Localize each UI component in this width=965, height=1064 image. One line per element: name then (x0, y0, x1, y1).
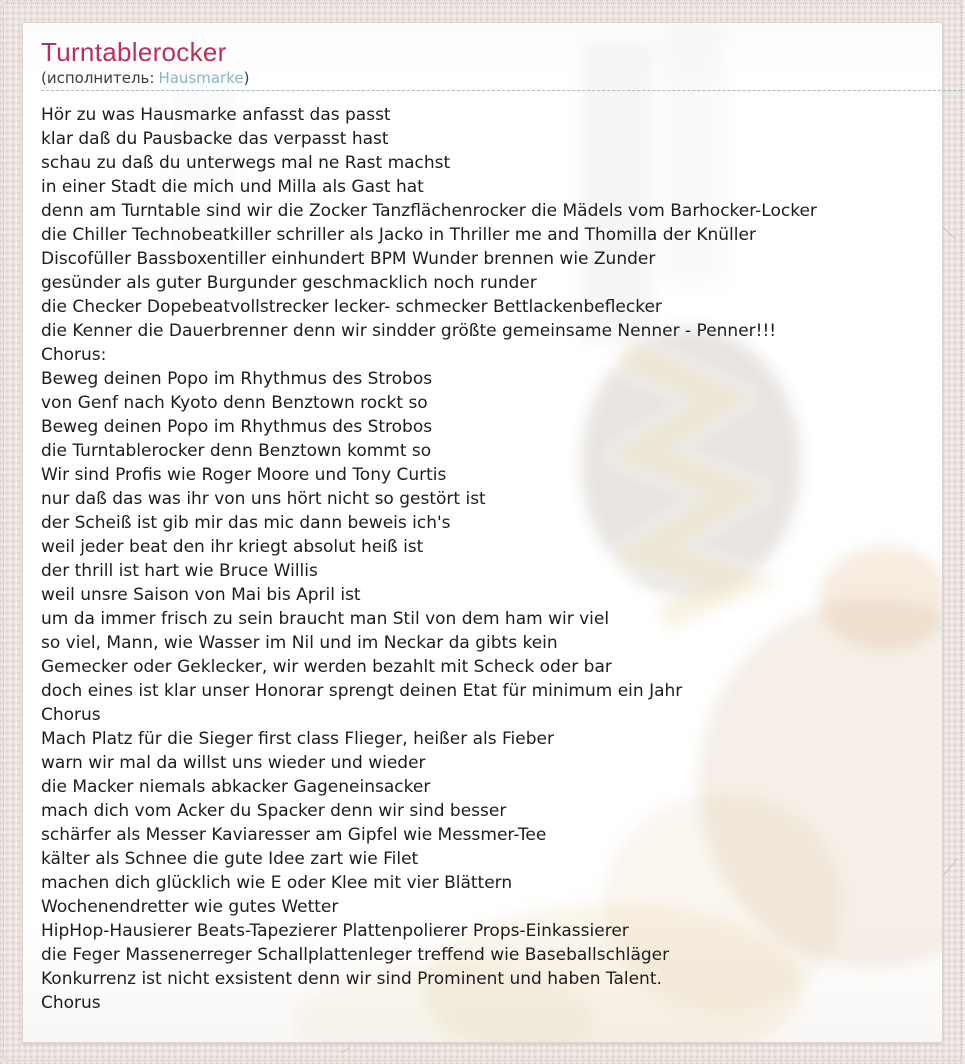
artist-line (41, 68, 924, 90)
lyrics-line: nur daß das was ihr von uns hört nicht so gestört ist (41, 489, 486, 509)
lyrics-line: weil unsre Saison von Mai bis April ist (41, 585, 361, 605)
lyrics-line: in einer Stadt die mich und Milla als Gast hat (41, 177, 424, 197)
lyrics-line: gesünder als guter Burgunder geschmacklich noch runder (41, 273, 537, 293)
lyrics-line: Beweg deinen Popo im Rhythmus des Strobos (41, 369, 433, 389)
lyrics-line: so viel, Mann, wie Wasser im Nil und im Neckar da gibts kein (41, 633, 558, 653)
lyrics-line: klar daß du Pausbacke das verpasst hast (41, 129, 389, 149)
lyrics-line: schau zu daß du unterwegs mal ne Rast machst (41, 153, 451, 173)
lyrics-line: Gemecker oder Geklecker, wir werden bezahlt mit Scheck oder bar (41, 657, 612, 677)
lyrics-line: schärfer als Messer Kaviaresser am Gipfel wie Messmer-Tee (41, 825, 547, 845)
lyrics-line: Chorus (41, 993, 101, 1013)
artist-link[interactable]: Hausmarke (158, 69, 244, 87)
lyrics-line: Chorus: (41, 345, 107, 365)
lyrics-line: mach dich vom Acker du Spacker denn wir sind besser (41, 801, 507, 821)
lyrics-line: Konkurrenz ist nicht exsistent denn wir sind Prominent und haben Talent. (41, 969, 662, 989)
lyrics-line: Beweg deinen Popo im Rhythmus des Strobos (41, 417, 433, 437)
lyrics-line: doch eines ist klar unser Honorar sprengt deinen Etat für minimum ein Jahr (41, 681, 683, 701)
lyrics-line: Hör zu was Hausmarke anfasst das passt (41, 105, 391, 125)
lyrics-block (41, 103, 924, 1015)
header-separator (41, 90, 961, 91)
lyrics-line: Chorus (41, 705, 101, 725)
lyrics-line: Mach Platz für die Sieger first class Flieger, heißer als Fieber (41, 729, 554, 749)
artist-label-prefix: (исполнитель: (41, 69, 155, 87)
lyrics-line: Discofüller Bassboxentiller einhundert BPM Wunder brennen wie Zunder (41, 249, 656, 269)
lyrics-line: Wir sind Profis wie Roger Moore und Tony Curtis (41, 465, 447, 485)
lyrics-line: die Checker Dopebeatvollstrecker lecker- schmecker Bettlackenbeflecker (41, 297, 662, 317)
paper-texture-crack (340, 1048, 349, 1054)
lyrics-line: kälter als Schnee die gute Idee zart wie Filet (41, 849, 419, 869)
lyrics-line: um da immer frisch zu sein braucht man Stil von dem ham wir viel (41, 609, 610, 629)
lyrics-line: die Turntablerocker denn Benztown kommt so (41, 441, 432, 461)
lyrics-line: machen dich glücklich wie E oder Klee mit vier Blättern (41, 873, 513, 893)
lyrics-line: von Genf nach Kyoto denn Benztown rockt so (41, 393, 428, 413)
lyrics-line: die Chiller Technobeatkiller schriller als Jacko in Thriller me and Thomilla der Knüller (41, 225, 756, 245)
lyrics-line: der Scheiß ist gib mir das mic dann beweis ich's (41, 513, 451, 533)
lyrics-line: die Macker niemals abkacker Gageneinsacker (41, 777, 431, 797)
lyrics-line: die Feger Massenerreger Schallplattenleger treffend wie Baseballschläger (41, 945, 670, 965)
page-title: Turntablerocker (41, 37, 227, 67)
lyrics-line: denn am Turntable sind wir die Zocker Tanzflächenrocker die Mädels vom Barhocker-Locker (41, 201, 817, 221)
lyrics-line: weil jeder beat den ihr kriegt absolut heiß ist (41, 537, 424, 557)
lyrics-line: HipHop-Hausierer Beats-Tapezierer Plattenpolierer Props-Einkassierer (41, 921, 629, 941)
lyrics-line: Wochenendretter wie gutes Wetter (41, 897, 339, 917)
lyrics-card (22, 22, 943, 1043)
lyrics-line: die Kenner die Dauerbrenner denn wir sindder größte gemeinsame Nenner - Penner!!! (41, 321, 777, 341)
paper-texture-crack (943, 858, 958, 875)
lyrics-line: warn wir mal da willst uns wieder und wieder (41, 753, 426, 773)
lyrics-line: der thrill ist hart wie Bruce Willis (41, 561, 318, 581)
artist-label-suffix: ) (243, 69, 250, 87)
